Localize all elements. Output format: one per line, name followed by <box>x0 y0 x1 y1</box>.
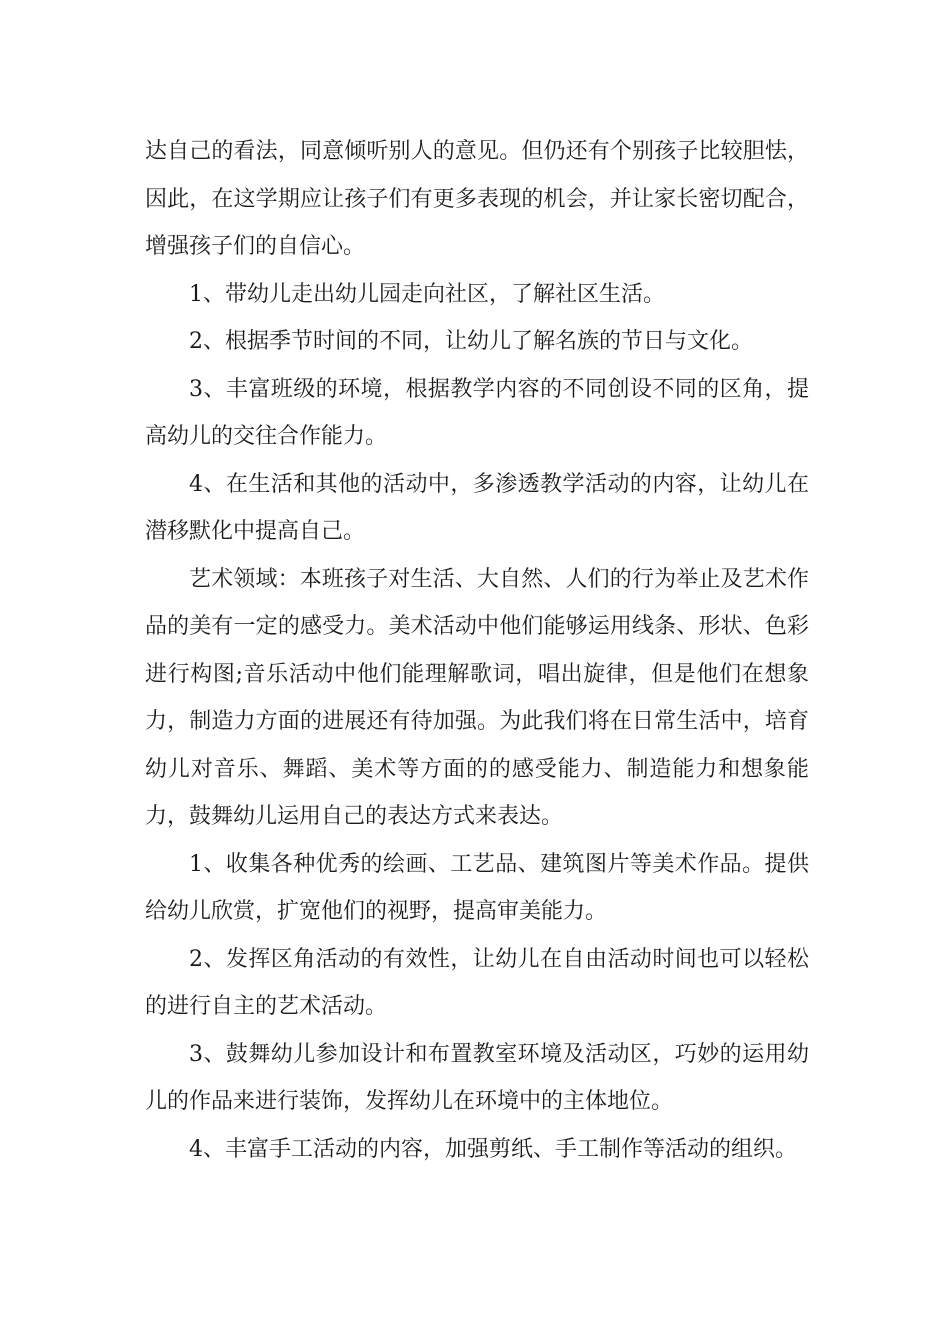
art-list-item-3: 3、鼓舞幼儿参加设计和布置教室环境及活动区，巧妙的运用幼儿的作品来进行装饰，发挥幼儿在环境中的主体地位。 <box>145 1041 809 1114</box>
art-list-item-1: 1、收集各种优秀的绘画、工艺品、建筑图片等美术作品。提供给幼儿欣赏，扩宽他们的视野，提高审美能力。 <box>145 851 809 924</box>
list-item-2: 2、根据季节时间的不同，让幼儿了解名族的节日与文化。 <box>189 329 753 354</box>
art-list-item-2: 2、发挥区角活动的有效性，让幼儿在自由活动时间也可以轻松的进行自主的艺术活动。 <box>145 946 809 1019</box>
document-body <box>145 128 809 1173</box>
art-list-item-4: 4、丰富手工活动的内容，加强剪纸、手工制作等活动的组织。 <box>189 1136 797 1162</box>
art-domain-paragraph: 艺术领域：本班孩子对生活、大自然、人们的行为举止及艺术作品的美有一定的感受力。美术活动中他们能够运用线条、形状、色彩进行构图;音乐活动中他们能理解歌词，唱出旋律，但是他们在想象力，制造力方面的进展还有待加强。为此我们将在日常生活中，培育幼儿对音乐、舞蹈、美术等方面的的感受能力、制造能力和想象能力，鼓舞幼儿运用自己的表达方式来表达。 <box>145 566 809 829</box>
list-item-1: 1、带幼儿走出幼儿园走向社区，了解社区生活。 <box>189 281 665 307</box>
list-item-3: 3、丰富班级的环境，根据教学内容的不同创设不同的区角，提高幼儿的交往合作能力。 <box>145 376 809 449</box>
continuation-paragraph: 达自己的看法，同意倾听别人的意见。但仍还有个别孩子比较胆怯，因此，在这学期应让孩子们有更多表现的机会，并让家长密切配合，增强孩子们的自信心。 <box>145 139 809 259</box>
list-item-4: 4、在生活和其他的活动中，多渗透教学活动的内容，让幼儿在潜移默化中提高自己。 <box>145 471 809 544</box>
